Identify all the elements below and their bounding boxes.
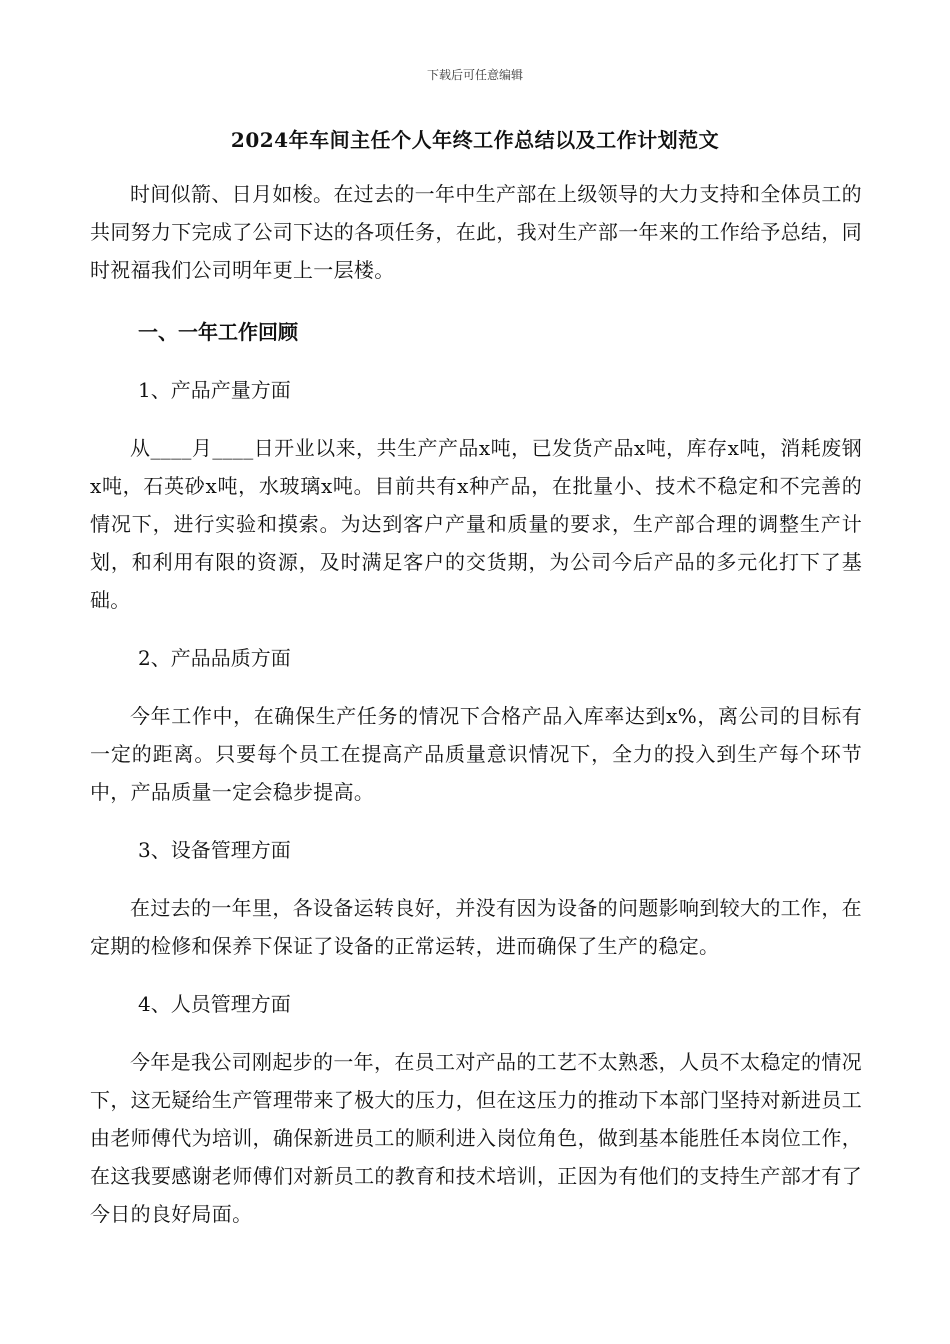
- subsection-heading-2: 2、产品品质方面: [138, 646, 291, 670]
- subsection-heading-1: 1、产品产量方面: [138, 378, 291, 402]
- document-title: 2024年车间主任个人年终工作总结以及工作计划范文: [230, 128, 720, 152]
- section-heading: 一、一年工作回顾: [138, 320, 298, 344]
- subsection-heading-3: 3、设备管理方面: [138, 838, 291, 862]
- subsection-paragraph-1: 从____月____日开业以来，共生产产品x吨，已发货产品x吨，库存x吨，消耗废钢x吨，石英砂x吨，水玻璃x吨。目前共有x种产品，在批量小、技术不稳定和不完善的情况下，进行实验和摸索。为达到客户产量和质量的要求，生产部合理的调整生产计划，和利用有限的资源，及时满足客户的交货期，为公司今后产品的多元化打下了基础。: [90, 436, 862, 612]
- subsection-paragraph-3: 在过去的一年里，各设备运转良好，并没有因为设备的问题影响到较大的工作，在定期的检修和保养下保证了设备的正常运转，进而确保了生产的稳定。: [90, 896, 862, 958]
- header-note: 下载后可任意编辑: [426, 68, 523, 82]
- subsection-paragraph-2: 今年工作中，在确保生产任务的情况下合格产品入库率达到x%，离公司的目标有一定的距离。只要每个员工在提高产品质量意识情况下，全力的投入到生产每个环节中，产品质量一定会稳步提高。: [90, 704, 862, 804]
- intro-paragraph: 时间似箭、日月如梭。在过去的一年中生产部在上级领导的大力支持和全体员工的共同努力下完成了公司下达的各项任务，在此，我对生产部一年来的工作给予总结，同时祝福我们公司明年更上一层楼。: [90, 182, 862, 282]
- subsection-heading-4: 4、人员管理方面: [138, 992, 291, 1016]
- document-body: [90, 175, 862, 1253]
- subsection-paragraph-4: 今年是我公司刚起步的一年，在员工对产品的工艺不太熟悉，人员不太稳定的情况下，这无疑给生产管理带来了极大的压力，但在这压力的推动下本部门坚持对新进员工由老师傅代为培训，确保新进员工的顺利进入岗位角色，做到基本能胜任本岗位工作，在这我要感谢老师傅们对新员工的教育和技术培训，正因为有他们的支持生产部才有了今日的良好局面。: [90, 1050, 862, 1226]
